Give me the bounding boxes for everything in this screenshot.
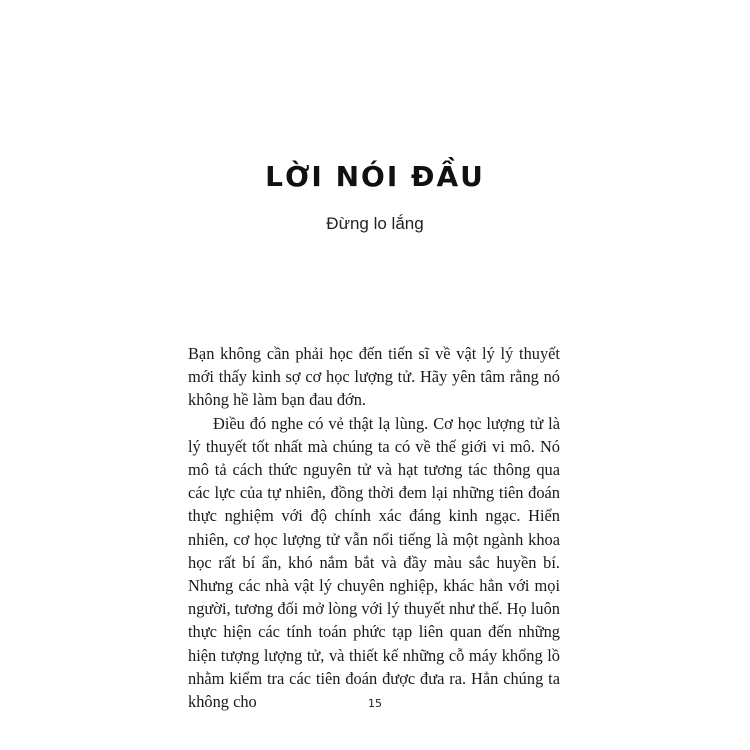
body-text bbox=[188, 342, 560, 713]
page-number: 15 bbox=[368, 697, 382, 710]
chapter-title: LỜI NÓI ĐẦU bbox=[265, 160, 485, 193]
chapter-subtitle: Đừng lo lắng bbox=[326, 214, 424, 233]
paragraph-1: Bạn không cần phải học đến tiến sĩ về vật lý lý thuyết mới thấy kinh sợ cơ học lượng tử. Hãy yên tâm rằng nó không hề làm bạn đau đớn. bbox=[188, 344, 560, 410]
paragraph-2: Điều đó nghe có vẻ thật lạ lùng. Cơ học lượng tử là lý thuyết tốt nhất mà chúng ta có về thế giới vi mô. Nó mô tả cách thức nguyên tử và hạt tương tác thông qua các lực của tự nhiên, đồng thời đem lại những tiên đoán thực nghiệm với độ chính xác đáng kinh ngạc. Hiển nhiên, cơ học lượng tử vẫn nổi tiếng là một ngành khoa học rất bí ẩn, khó nắm bắt và đầy màu sắc huyền bí. Nhưng các nhà vật lý chuyên nghiệp, khác hẳn với mọi người, tương đối mở lòng với lý thuyết như thế. Họ luôn thực hiện các tính toán phức tạp liên quan đến những hiện tượng lượng tử, và thiết kế những cỗ máy khổng lồ nhằm kiểm tra các tiên đoán được đưa ra. Hẳn chúng ta không cho bbox=[188, 413, 560, 712]
